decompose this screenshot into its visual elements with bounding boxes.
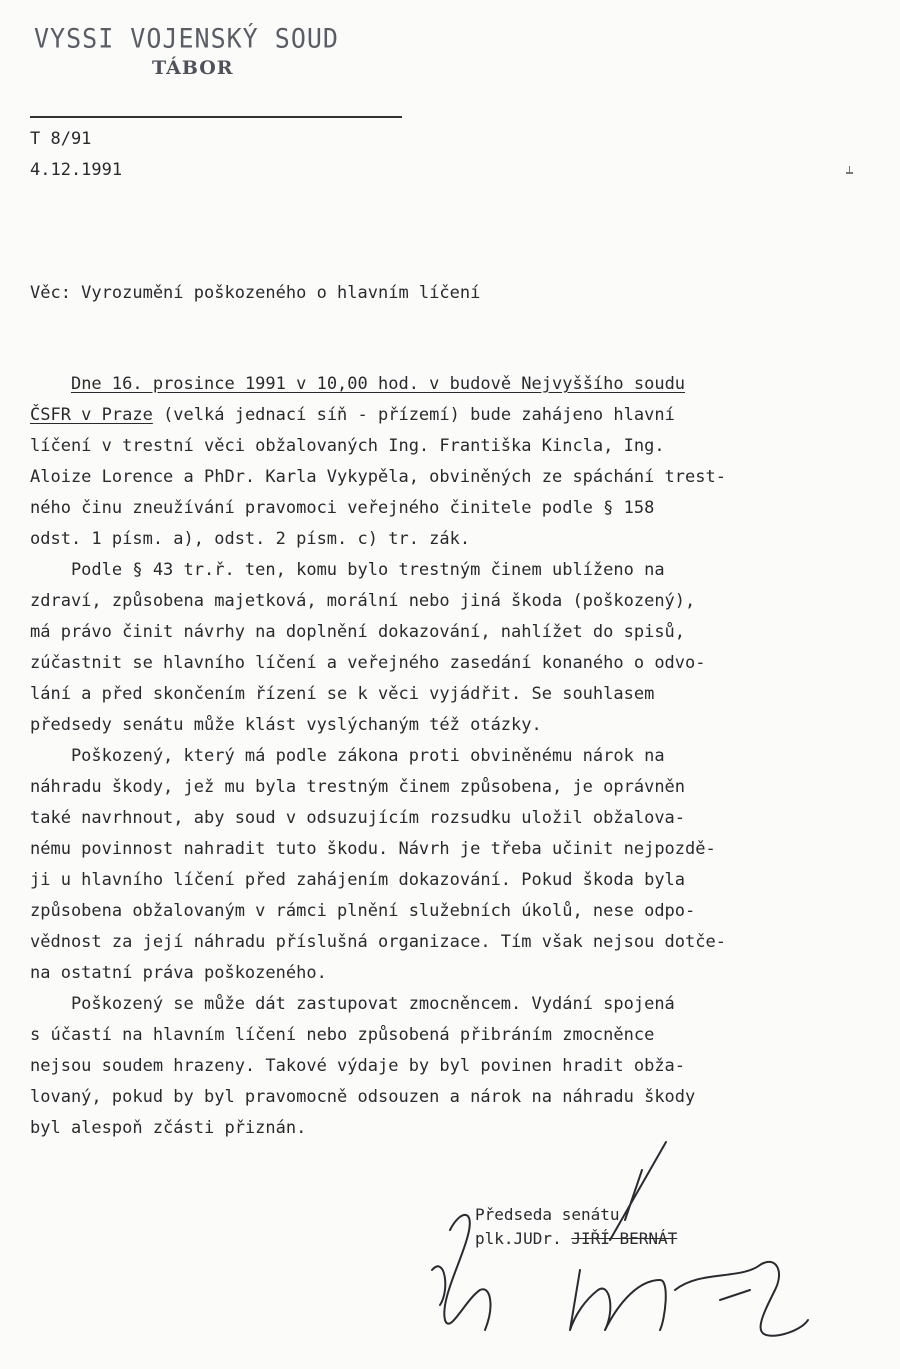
body-line: způsobena obžalovaným v rámci plnění služebních úkolů, nese odpo- [30, 901, 696, 921]
body-line: na ostatní práva poškozeného. [30, 963, 327, 983]
signatory-name: JIŘÍ BERNÁT [571, 1229, 678, 1248]
header-rule [30, 116, 402, 118]
subject-line: Věc: Vyrozumění poškozeného o hlavním líčení [30, 283, 481, 303]
body-line: ji u hlavního líčení před zahájením dokazování. Pokud škoda byla [30, 870, 686, 890]
body-line: má právo činit návrhy na doplnění dokazování, nahlížet do spisů, [30, 622, 686, 642]
body-line: líčení v trestní věci obžalovaných Ing. Františka Kincla, Ing. [30, 436, 665, 456]
letter-body [30, 369, 880, 1144]
body-line: Poškozený, který má podle zákona proti obviněnému nárok na [30, 746, 665, 766]
paragraph-4 [30, 989, 880, 1144]
reference-number: T 8/91 [30, 129, 92, 149]
body-line: lání a před skončením řízení se k věci vyjádřit. Se souhlasem [30, 684, 655, 704]
body-line: zúčastnit se hlavního líčení a veřejného zasedání konaného o odvo- [30, 653, 706, 673]
stamp-court-name: VYSSI VOJENSKÝ SOUD [34, 23, 339, 54]
document-date: 4.12.1991 [30, 160, 123, 180]
signatory-title: plk.JUDr. [475, 1229, 572, 1248]
body-line: s účastí na hlavním líčení nebo způsobená přibráním zmocněnce [30, 1025, 655, 1045]
body-line: předsedy senátu může klást vyslýchaným též otázky. [30, 715, 542, 735]
paragraph-2 [30, 555, 880, 741]
body-line: nému povinnost nahradit tuto škodu. Návrh je třeba učinit nejpozdě- [30, 839, 716, 859]
body-line: odst. 1 písm. a), odst. 2 písm. c) tr. zák. [30, 529, 471, 549]
body-line: Podle § 43 tr.ř. ten, komu bylo trestným činem ublíženo na [30, 560, 665, 580]
court-stamp [34, 22, 374, 84]
paragraph-3 [30, 741, 880, 989]
body-line: Aloize Lorence a PhDr. Karla Vykypěla, obviněných ze spáchání trest- [30, 467, 726, 487]
body-line: zdraví, způsobena majetková, morální nebo jiná škoda (poškozený), [30, 591, 696, 611]
body-line: také navrhnout, aby soud v odsuzujícím rozsudku uložil obžalova- [30, 808, 686, 828]
body-line: lovaný, pokud by byl pravomocně odsouzen a nárok na náhradu škody [30, 1087, 696, 1107]
body-line: nejsou soudem hrazeny. Takové výdaje by byl povinen hradit obža- [30, 1056, 686, 1076]
body-line [30, 369, 880, 400]
body-line: byl alespoň zčásti přiznán. [30, 1118, 307, 1138]
body-line: Poškozený se může dát zastupovat zmocněncem. Vydání spojená [30, 994, 675, 1014]
handwritten-signature [420, 1130, 840, 1360]
signatory-role: Předseda senátu [475, 1205, 620, 1224]
court-location-underlined: ČSFR v Praze [30, 405, 153, 425]
body-line: vědnost za její náhradu příslušná organizace. Tím však nejsou dotče- [30, 932, 726, 952]
body-line: náhradu škody, jež mu byla trestným činem způsobena, je oprávněn [30, 777, 686, 797]
body-text: (velká jednací síň - přízemí) bude zahájeno hlavní [152, 405, 675, 425]
body-line: ného činu zneužívání pravomoci veřejného činitele podle § 158 [30, 498, 655, 518]
hearing-date-underlined: Dne 16. prosince 1991 v 10,00 hod. v budově Nejvyššího soudu [70, 374, 686, 394]
stamp-city: TÁBOR [152, 57, 234, 79]
paragraph-1 [30, 369, 880, 555]
body-line [30, 400, 880, 431]
paper-speck [849, 166, 850, 173]
